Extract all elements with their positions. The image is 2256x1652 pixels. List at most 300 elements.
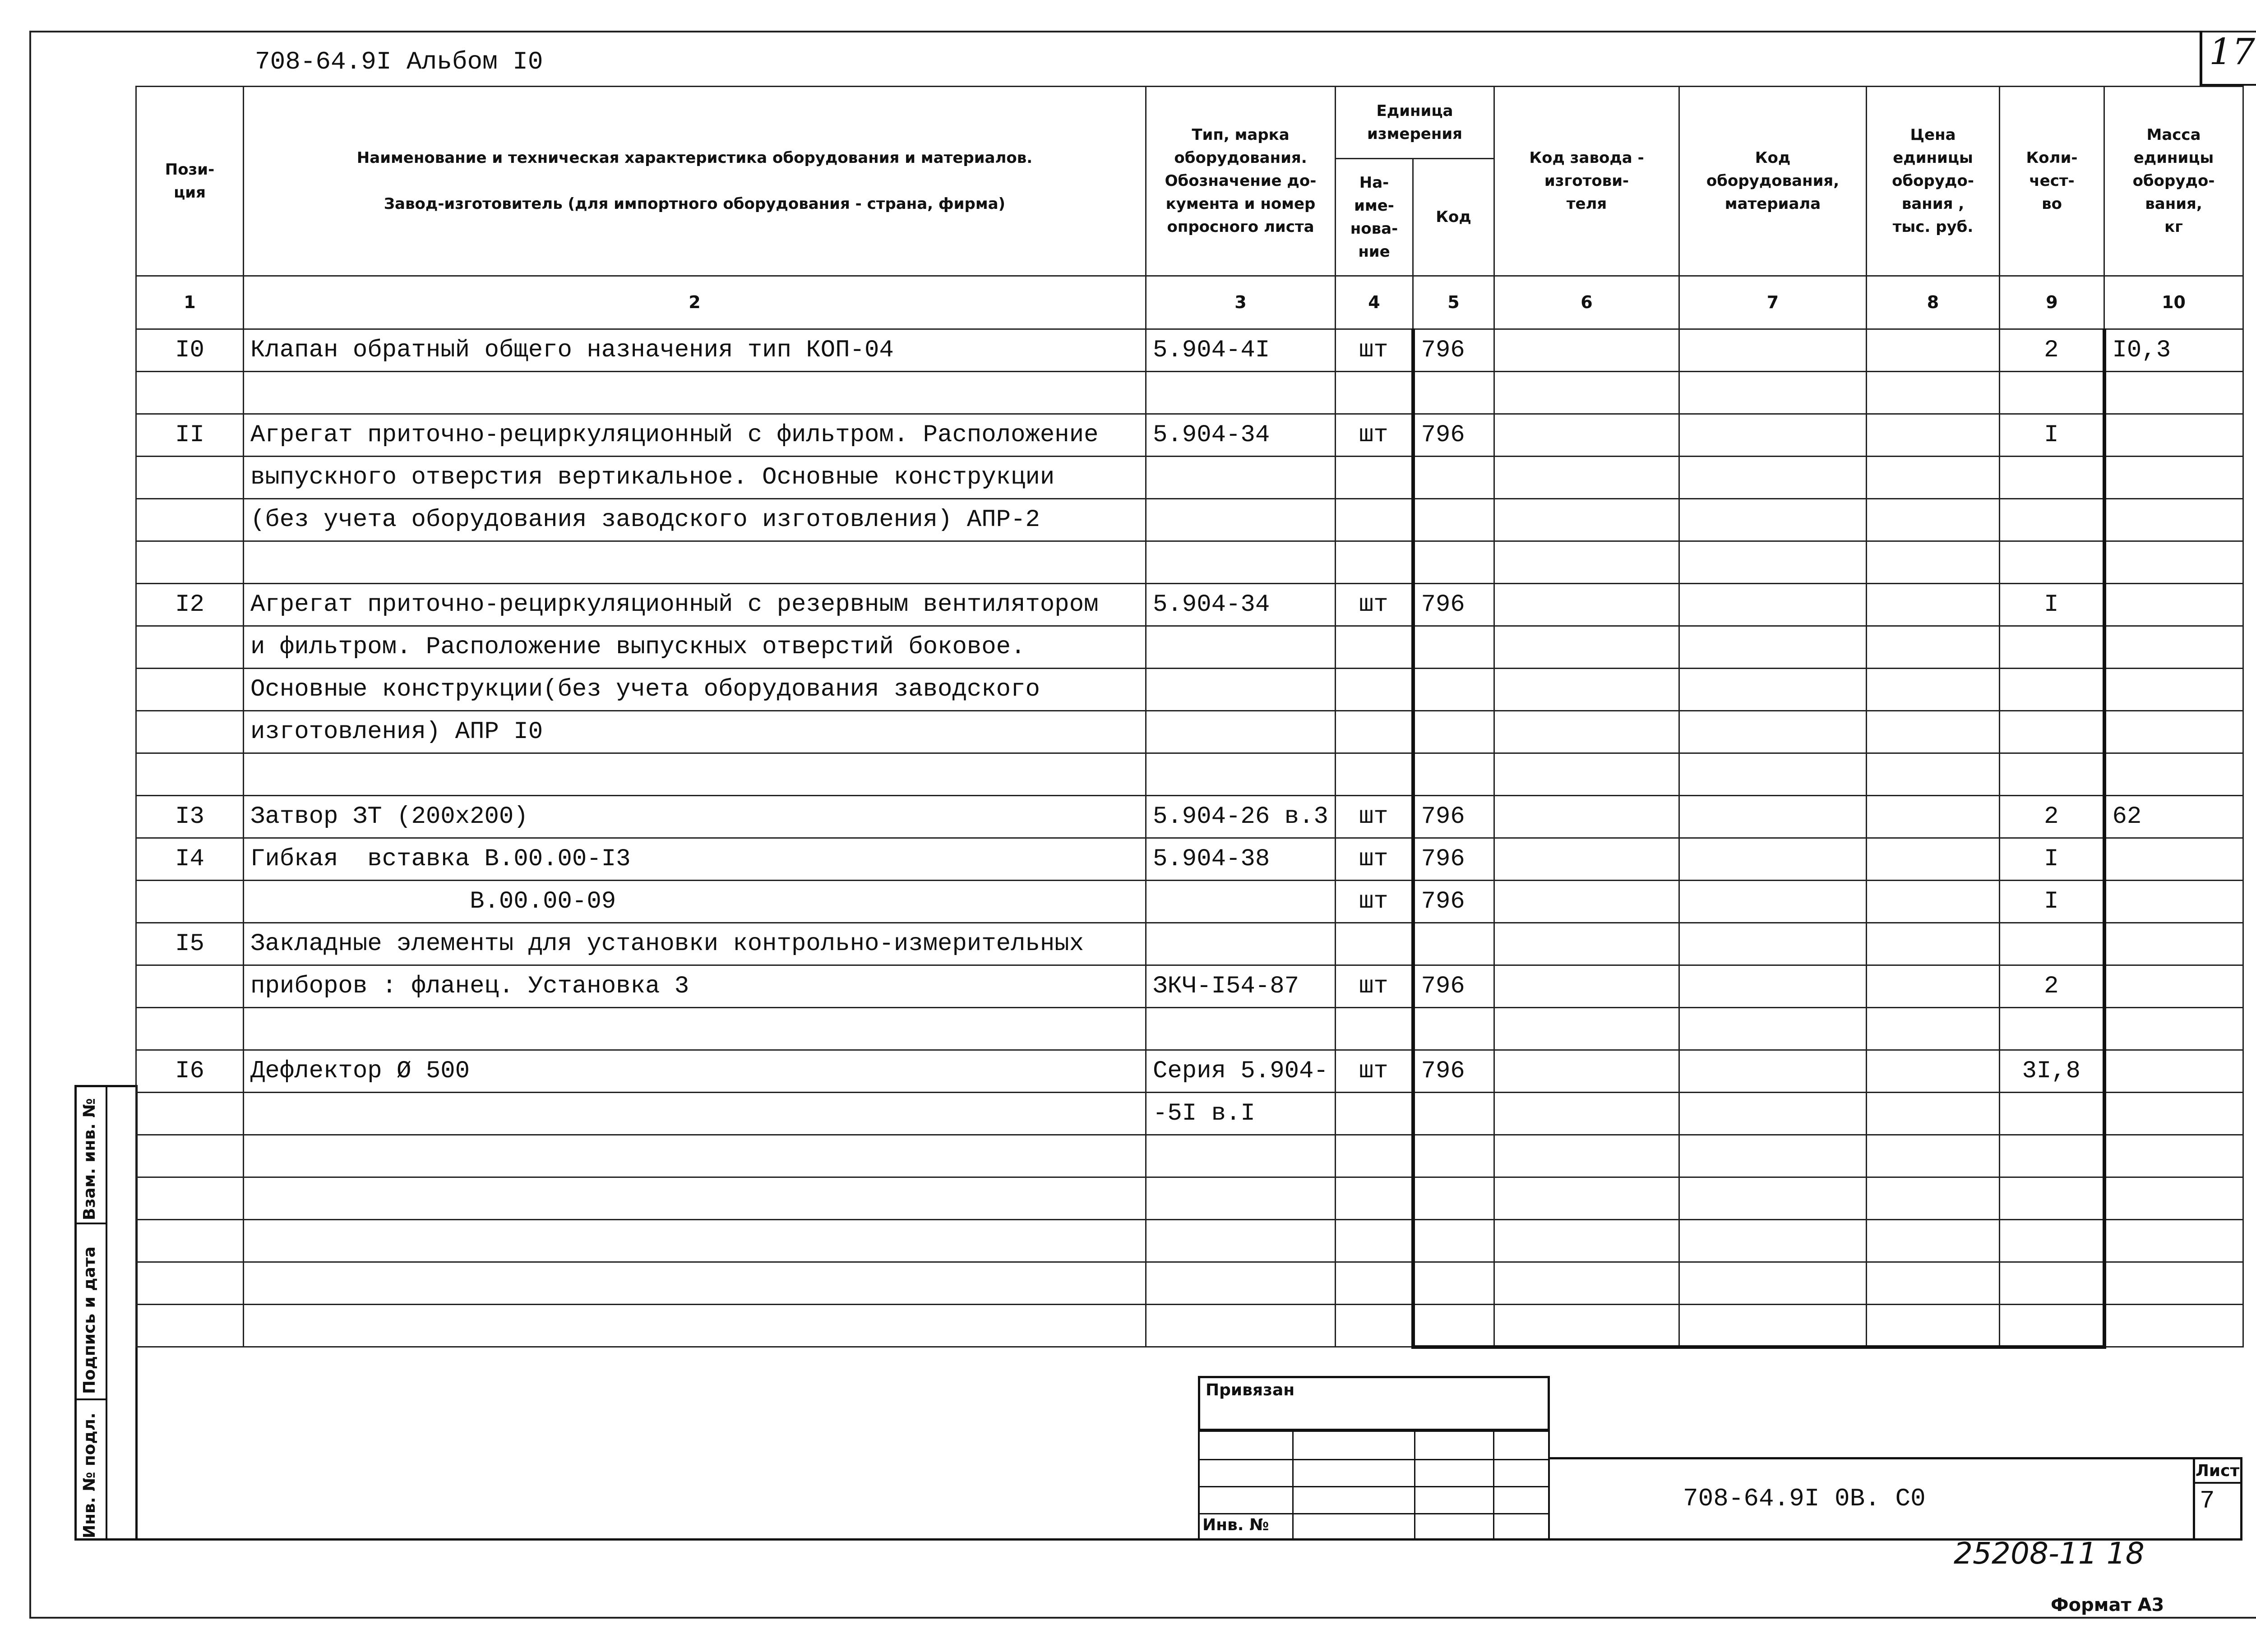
- format-label: Формат А3: [2051, 1595, 2164, 1615]
- equipment-code-cell: [1679, 372, 1867, 414]
- type-cell: 5.904-38: [1146, 838, 1336, 881]
- type-cell: [1146, 1262, 1336, 1305]
- type-cell: 5.904-34: [1146, 584, 1336, 626]
- table-row: [136, 1220, 2243, 1262]
- stamp-number: 25208-11 18: [1954, 1536, 2145, 1571]
- price-cell: [1867, 1305, 2000, 1347]
- price-cell: [1867, 584, 2000, 626]
- mass-cell: [2104, 1008, 2243, 1050]
- name-cell: [244, 1262, 1146, 1305]
- col-header-price: Цена единицы оборудо- вания , тыс. руб.: [1867, 87, 2000, 276]
- unit-code-cell: [1413, 923, 1494, 965]
- table-row: [136, 1305, 2243, 1347]
- quantity-cell: 2: [2000, 965, 2104, 1008]
- privyazan-label: Привязан: [1206, 1381, 1295, 1399]
- type-cell: [1146, 1008, 1336, 1050]
- unit-name-cell: [1336, 1220, 1413, 1262]
- equipment-code-cell: [1679, 965, 1867, 1008]
- unit-code-cell: [1413, 541, 1494, 584]
- equipment-code-cell: [1679, 1050, 1867, 1093]
- unit-code-cell: [1413, 1262, 1494, 1305]
- type-cell: Серия 5.904-: [1146, 1050, 1336, 1093]
- col-header-name: Наименование и техническая характеристика оборудования и материалов. Завод-изготовитель (для импортного оборудования - страна, фирма): [244, 87, 1146, 276]
- quantity-cell: [2000, 541, 2104, 584]
- unit-name-cell: шт: [1336, 329, 1413, 372]
- equipment-code-cell: [1679, 541, 1867, 584]
- type-cell: 5.904-34: [1146, 414, 1336, 457]
- position-cell: I0: [136, 329, 244, 372]
- unit-name-cell: [1336, 1008, 1413, 1050]
- name-cell: Агрегат приточно-рециркуляционный с фильтром. Расположение: [244, 414, 1146, 457]
- name-cell: В.00.00-09: [244, 881, 1146, 923]
- mass-cell: [2104, 923, 2243, 965]
- price-cell: [1867, 499, 2000, 541]
- unit-name-cell: [1336, 1135, 1413, 1177]
- table-row: [136, 1177, 2243, 1220]
- price-cell: [1867, 796, 2000, 838]
- type-cell: [1146, 711, 1336, 753]
- col-header-factory-code: Код завода - изготови- теля: [1494, 87, 1679, 276]
- mass-cell: [2104, 1093, 2243, 1135]
- col-header-unit-name: На- име- нова- ние: [1336, 159, 1413, 276]
- price-cell: [1867, 838, 2000, 881]
- table-row: [136, 669, 2243, 711]
- factory-code-cell: [1494, 1135, 1679, 1177]
- table-row: [136, 753, 2243, 796]
- unit-name-cell: [1336, 923, 1413, 965]
- table-row: [136, 796, 2243, 838]
- quantity-cell: I: [2000, 414, 2104, 457]
- position-cell: I4: [136, 838, 244, 881]
- price-cell: [1867, 1220, 2000, 1262]
- equipment-code-cell: [1679, 626, 1867, 669]
- position-cell: I3: [136, 796, 244, 838]
- mass-cell: 62: [2104, 796, 2243, 838]
- unit-name-cell: [1336, 626, 1413, 669]
- factory-code-cell: [1494, 626, 1679, 669]
- name-cell: [244, 1008, 1146, 1050]
- position-cell: I2: [136, 584, 244, 626]
- price-cell: [1867, 965, 2000, 1008]
- quantity-cell: [2000, 1220, 2104, 1262]
- position-cell: [136, 1093, 244, 1135]
- unit-name-cell: шт: [1336, 584, 1413, 626]
- position-cell: [136, 1262, 244, 1305]
- name-cell: Закладные элементы для установки контрольно-измерительных: [244, 923, 1146, 965]
- equipment-code-cell: [1679, 711, 1867, 753]
- unit-code-cell: [1413, 669, 1494, 711]
- name-cell: и фильтром. Расположение выпускных отверстий боковое.: [244, 626, 1146, 669]
- document-code: 708-64.9I 0В. С0: [1683, 1484, 1926, 1513]
- equipment-code-cell: [1679, 1008, 1867, 1050]
- price-cell: [1867, 923, 2000, 965]
- type-cell: [1146, 881, 1336, 923]
- unit-code-cell: 796: [1413, 881, 1494, 923]
- position-cell: [136, 626, 244, 669]
- equipment-code-cell: [1679, 923, 1867, 965]
- price-cell: [1867, 1093, 2000, 1135]
- sheet-label: Лист: [2196, 1462, 2240, 1480]
- approval-sidebar: [74, 1085, 138, 1541]
- table-row: [136, 626, 2243, 669]
- col-number: 10: [2104, 276, 2243, 329]
- factory-code-cell: [1494, 541, 1679, 584]
- name-cell: выпускного отверстия вертикальное. Основные конструкции: [244, 457, 1146, 499]
- unit-code-cell: 796: [1413, 838, 1494, 881]
- type-cell: [1146, 541, 1336, 584]
- table-row: [136, 1262, 2243, 1305]
- name-cell: (без учета оборудования заводского изготовления) АПР-2: [244, 499, 1146, 541]
- position-cell: [136, 881, 244, 923]
- name-cell: [244, 1220, 1146, 1262]
- col-header-unit-code: Код: [1413, 159, 1494, 276]
- unit-code-cell: [1413, 499, 1494, 541]
- factory-code-cell: [1494, 1305, 1679, 1347]
- quantity-cell: [2000, 457, 2104, 499]
- unit-name-cell: шт: [1336, 881, 1413, 923]
- table-row: [136, 372, 2243, 414]
- type-cell: ЗКЧ-I54-87: [1146, 965, 1336, 1008]
- position-cell: [136, 711, 244, 753]
- quantity-cell: [2000, 626, 2104, 669]
- price-cell: [1867, 457, 2000, 499]
- quantity-cell: [2000, 753, 2104, 796]
- name-cell: [244, 372, 1146, 414]
- unit-code-cell: [1413, 372, 1494, 414]
- mass-cell: [2104, 1262, 2243, 1305]
- name-cell: [244, 1093, 1146, 1135]
- position-cell: [136, 965, 244, 1008]
- factory-code-cell: [1494, 457, 1679, 499]
- title-block-top-rule: [135, 1538, 2242, 1541]
- price-cell: [1867, 1008, 2000, 1050]
- sign-date-label: Подпись и дата: [80, 1246, 99, 1394]
- position-cell: I6: [136, 1050, 244, 1093]
- sheet-number: 7: [2200, 1486, 2215, 1515]
- equipment-code-cell: [1679, 838, 1867, 881]
- factory-code-cell: [1494, 499, 1679, 541]
- unit-name-cell: [1336, 372, 1413, 414]
- type-cell: [1146, 1220, 1336, 1262]
- name-cell: Затвор ЗТ (200х200): [244, 796, 1146, 838]
- table-row: [136, 923, 2243, 965]
- price-cell: [1867, 669, 2000, 711]
- inv-number-label: Инв. №: [1202, 1516, 1269, 1534]
- col-header-type: Тип, марка оборудования. Обозначение до- кумента и номер опросного листа: [1146, 87, 1336, 276]
- table-row: [136, 329, 2243, 372]
- unit-code-cell: [1413, 457, 1494, 499]
- factory-code-cell: [1494, 796, 1679, 838]
- quantity-cell: I: [2000, 838, 2104, 881]
- unit-name-cell: [1336, 1262, 1413, 1305]
- equipment-code-cell: [1679, 584, 1867, 626]
- quantity-cell: [2000, 372, 2104, 414]
- equipment-code-cell: [1679, 1177, 1867, 1220]
- equipment-code-cell: [1679, 1305, 1867, 1347]
- price-cell: [1867, 881, 2000, 923]
- specification-table: [135, 86, 2242, 1349]
- unit-name-cell: [1336, 457, 1413, 499]
- equipment-code-cell: [1679, 881, 1867, 923]
- quantity-cell: [2000, 669, 2104, 711]
- table-row: [136, 414, 2243, 457]
- equipment-code-cell: [1679, 414, 1867, 457]
- price-cell: [1867, 1050, 2000, 1093]
- factory-code-cell: [1494, 1008, 1679, 1050]
- col-number: 8: [1867, 276, 2000, 329]
- quantity-cell: [2000, 1305, 2104, 1347]
- factory-code-cell: [1494, 881, 1679, 923]
- unit-name-cell: [1336, 753, 1413, 796]
- col-header-equipment-code: Код оборудования, материала: [1679, 87, 1867, 276]
- unit-code-cell: 796: [1413, 965, 1494, 1008]
- factory-code-cell: [1494, 414, 1679, 457]
- page-number: 17: [2209, 31, 2255, 73]
- type-cell: 5.904-26 в.3: [1146, 796, 1336, 838]
- unit-code-cell: [1413, 711, 1494, 753]
- unit-name-cell: шт: [1336, 414, 1413, 457]
- factory-code-cell: [1494, 753, 1679, 796]
- name-cell: приборов : фланец. Установка 3: [244, 965, 1146, 1008]
- quantity-cell: [2000, 1008, 2104, 1050]
- type-cell: [1146, 669, 1336, 711]
- name-cell: Агрегат приточно-рециркуляционный с резервным вентилятором: [244, 584, 1146, 626]
- table-row: [136, 1093, 2243, 1135]
- equipment-code-cell: [1679, 1262, 1867, 1305]
- table-row: [136, 457, 2243, 499]
- position-cell: [136, 1220, 244, 1262]
- mass-cell: [2104, 541, 2243, 584]
- name-cell: [244, 1135, 1146, 1177]
- factory-code-cell: [1494, 838, 1679, 881]
- factory-code-cell: [1494, 329, 1679, 372]
- quantity-cell: I: [2000, 881, 2104, 923]
- page-number-box: [2200, 31, 2256, 86]
- inv-original-label: Инв. № подл.: [80, 1412, 99, 1538]
- equipment-code-cell: [1679, 457, 1867, 499]
- price-cell: [1867, 1177, 2000, 1220]
- unit-code-cell: [1413, 1177, 1494, 1220]
- mass-cell: [2104, 838, 2243, 881]
- price-cell: [1867, 626, 2000, 669]
- type-cell: [1146, 923, 1336, 965]
- unit-name-cell: [1336, 1093, 1413, 1135]
- factory-code-cell: [1494, 965, 1679, 1008]
- position-cell: [136, 1008, 244, 1050]
- position-cell: [136, 1135, 244, 1177]
- name-cell: [244, 1305, 1146, 1347]
- factory-code-cell: [1494, 669, 1679, 711]
- unit-code-cell: 796: [1413, 329, 1494, 372]
- name-cell: [244, 753, 1146, 796]
- unit-code-cell: [1413, 1008, 1494, 1050]
- unit-name-cell: шт: [1336, 965, 1413, 1008]
- col-header-position: Пози- ция: [136, 87, 244, 276]
- name-cell: Дефлектор Ø 500: [244, 1050, 1146, 1093]
- equipment-code-cell: [1679, 499, 1867, 541]
- quantity-cell: [2000, 499, 2104, 541]
- col-number: 4: [1336, 276, 1413, 329]
- col-number: 1: [136, 276, 244, 329]
- position-cell: [136, 1305, 244, 1347]
- col-number: 2: [244, 276, 1146, 329]
- unit-code-cell: [1413, 1093, 1494, 1135]
- table-row: [136, 584, 2243, 626]
- equipment-code-cell: [1679, 796, 1867, 838]
- unit-name-cell: шт: [1336, 838, 1413, 881]
- mass-cell: [2104, 499, 2243, 541]
- replace-inv-label: Взам. инв. №: [80, 1098, 99, 1220]
- name-cell: Гибкая вставка В.00.00-I3: [244, 838, 1146, 881]
- mass-cell: I0,3: [2104, 329, 2243, 372]
- album-header: 708-64.9I Альбом I0: [255, 47, 543, 76]
- name-cell: Основные конструкции(без учета оборудования заводского: [244, 669, 1146, 711]
- equipment-code-cell: [1679, 1220, 1867, 1262]
- position-cell: [136, 669, 244, 711]
- position-cell: I5: [136, 923, 244, 965]
- col-number: 7: [1679, 276, 1867, 329]
- unit-name-cell: [1336, 1177, 1413, 1220]
- unit-name-cell: [1336, 499, 1413, 541]
- col-header-quantity: Коли- чест- во: [2000, 87, 2104, 276]
- equipment-code-cell: [1679, 329, 1867, 372]
- position-cell: [136, 457, 244, 499]
- name-cell: [244, 541, 1146, 584]
- table-row: [136, 499, 2243, 541]
- mass-cell: [2104, 1305, 2243, 1347]
- price-cell: [1867, 372, 2000, 414]
- mass-cell: [2104, 414, 2243, 457]
- position-cell: [136, 541, 244, 584]
- unit-name-cell: [1336, 711, 1413, 753]
- quantity-cell: [2000, 1177, 2104, 1220]
- factory-code-cell: [1494, 584, 1679, 626]
- factory-code-cell: [1494, 923, 1679, 965]
- mass-cell: [2104, 669, 2243, 711]
- quantity-cell: [2000, 1262, 2104, 1305]
- table-row: [136, 1050, 2243, 1093]
- mass-cell: [2104, 711, 2243, 753]
- table-row: [136, 965, 2243, 1008]
- quantity-cell: [2000, 711, 2104, 753]
- type-cell: [1146, 372, 1336, 414]
- doc-code-rule: [1550, 1457, 2195, 1459]
- unit-code-cell: 796: [1413, 1050, 1494, 1093]
- factory-code-cell: [1494, 372, 1679, 414]
- unit-code-cell: [1413, 753, 1494, 796]
- price-cell: [1867, 753, 2000, 796]
- col-header-unit: Единица измерения: [1336, 87, 1494, 159]
- mass-cell: [2104, 1135, 2243, 1177]
- name-cell: [244, 1177, 1146, 1220]
- price-cell: [1867, 414, 2000, 457]
- table-row: [136, 838, 2243, 881]
- quantity-cell: [2000, 1093, 2104, 1135]
- equipment-code-cell: [1679, 1093, 1867, 1135]
- unit-code-cell: [1413, 626, 1494, 669]
- type-cell: [1146, 626, 1336, 669]
- factory-code-cell: [1494, 711, 1679, 753]
- type-cell: [1146, 753, 1336, 796]
- mass-cell: [2104, 753, 2243, 796]
- type-cell: [1146, 1305, 1336, 1347]
- name-cell: изготовления) АПР I0: [244, 711, 1146, 753]
- factory-code-cell: [1494, 1220, 1679, 1262]
- mass-cell: [2104, 1050, 2243, 1093]
- type-cell: [1146, 1177, 1336, 1220]
- mass-cell: [2104, 372, 2243, 414]
- quantity-cell: I: [2000, 584, 2104, 626]
- position-cell: II: [136, 414, 244, 457]
- type-cell: -5I в.I: [1146, 1093, 1336, 1135]
- price-cell: [1867, 711, 2000, 753]
- mass-cell: [2104, 965, 2243, 1008]
- quantity-cell: [2000, 1135, 2104, 1177]
- unit-code-cell: 796: [1413, 414, 1494, 457]
- unit-code-cell: [1413, 1305, 1494, 1347]
- table-row: [136, 881, 2243, 923]
- unit-name-cell: [1336, 1305, 1413, 1347]
- table-row: [136, 1008, 2243, 1050]
- unit-name-cell: шт: [1336, 1050, 1413, 1093]
- unit-name-cell: [1336, 669, 1413, 711]
- table-row: [136, 541, 2243, 584]
- unit-code-cell: [1413, 1220, 1494, 1262]
- position-cell: [136, 499, 244, 541]
- table-row: [136, 711, 2243, 753]
- unit-name-cell: шт: [1336, 796, 1413, 838]
- col-number: 6: [1494, 276, 1679, 329]
- name-cell: Клапан обратный общего назначения тип КОП-04: [244, 329, 1146, 372]
- price-cell: [1867, 329, 2000, 372]
- mass-cell: [2104, 457, 2243, 499]
- factory-code-cell: [1494, 1262, 1679, 1305]
- position-cell: [136, 753, 244, 796]
- price-cell: [1867, 1135, 2000, 1177]
- unit-name-cell: [1336, 541, 1413, 584]
- type-cell: 5.904-4I: [1146, 329, 1336, 372]
- type-cell: [1146, 1135, 1336, 1177]
- col-number: 5: [1413, 276, 1494, 329]
- unit-code-cell: 796: [1413, 796, 1494, 838]
- unit-code-cell: [1413, 1135, 1494, 1177]
- equipment-code-cell: [1679, 1135, 1867, 1177]
- factory-code-cell: [1494, 1093, 1679, 1135]
- price-cell: [1867, 541, 2000, 584]
- mass-cell: [2104, 626, 2243, 669]
- col-header-mass: Масса единицы оборудо- вания, кг: [2104, 87, 2243, 276]
- equipment-code-cell: [1679, 753, 1867, 796]
- unit-code-cell: 796: [1413, 584, 1494, 626]
- col-number: 9: [2000, 276, 2104, 329]
- col-number: 3: [1146, 276, 1336, 329]
- mass-cell: [2104, 1220, 2243, 1262]
- mass-cell: [2104, 881, 2243, 923]
- price-cell: [1867, 1262, 2000, 1305]
- quantity-cell: [2000, 923, 2104, 965]
- type-cell: [1146, 457, 1336, 499]
- mass-cell: [2104, 1177, 2243, 1220]
- table-row: [136, 1135, 2243, 1177]
- quantity-cell: 2: [2000, 796, 2104, 838]
- factory-code-cell: [1494, 1050, 1679, 1093]
- quantity-cell: 3I,8: [2000, 1050, 2104, 1093]
- position-cell: [136, 1177, 244, 1220]
- privyazan-box: [1198, 1376, 1550, 1431]
- factory-code-cell: [1494, 1177, 1679, 1220]
- position-cell: [136, 372, 244, 414]
- quantity-cell: 2: [2000, 329, 2104, 372]
